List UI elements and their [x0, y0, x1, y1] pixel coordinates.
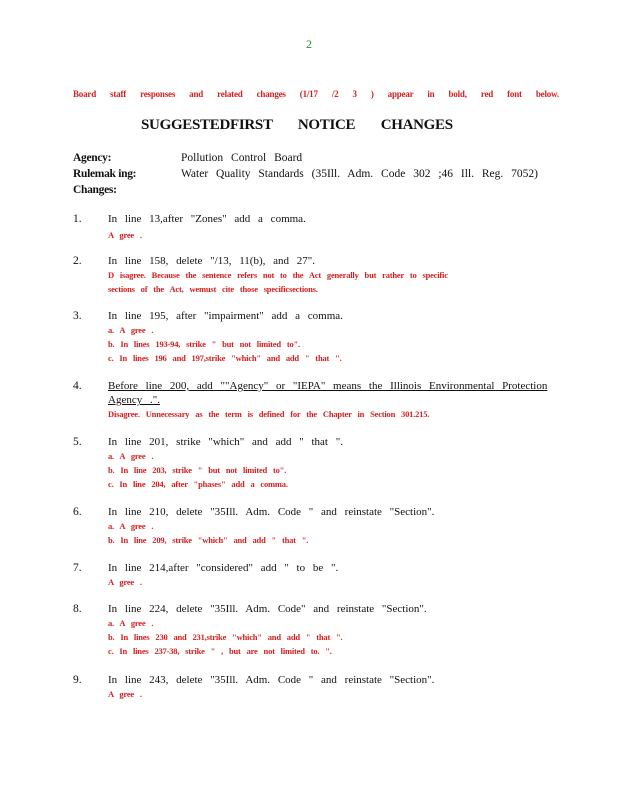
item-response: c. In lines 237-38, strike " , but are not limited to. ".	[108, 646, 332, 656]
item-response: a. A gree .	[108, 451, 154, 461]
item-number: 9.	[73, 674, 82, 686]
item-text: In line 201, strike "which" and add " that ".	[108, 436, 343, 448]
item-response: Disagree. Unnecessary as the term is defined for the Chapter in Section 301.215.	[108, 409, 430, 419]
item-response: b. In lines 193-94, strike " but not limited to".	[108, 339, 300, 349]
item-text: In line 158, delete "/13, 11(b), and 27".	[108, 255, 316, 267]
page-number: 2	[306, 37, 312, 51]
item-text: In line 13,after "Zones" add a comma.	[108, 213, 306, 225]
item-text: In line 195, after "impairment" add a comma.	[108, 310, 343, 322]
item-response: c. In line 204, after "phases" add a comma.	[108, 479, 288, 489]
intro-note: Board staff responses and related changes (1/17 /2 3 ) appear in bold, red font below.	[73, 89, 559, 99]
item-text-continued: Agency .".	[108, 394, 160, 406]
item-response: b. In line 203, strike " but not limited to".	[108, 465, 287, 475]
item-number: 4.	[73, 380, 82, 392]
item-text: In line 210, delete "35Ill. Adm. Code " and reinstate "Section".	[108, 506, 435, 518]
item-response: a. A gree .	[108, 521, 154, 531]
item-response: A gree .	[108, 577, 142, 587]
item-number: 3.	[73, 310, 82, 322]
item-text: In line 243, delete "35Ill. Adm. Code " and reinstate "Section".	[108, 674, 435, 686]
agency-value: Pollution Control Board	[181, 152, 303, 164]
item-text: In line 224, delete "35Ill. Adm. Code" and reinstate "Section".	[108, 603, 427, 615]
changes-label: Changes:	[73, 184, 117, 196]
page-title: SUGGESTEDFIRST NOTICE CHANGES	[141, 117, 453, 133]
item-response: b. In lines 230 and 231,strike "which" and add " that ".	[108, 632, 343, 642]
rulemaking-label: Rulemak ing:	[73, 168, 137, 180]
item-response: a. A gree .	[108, 325, 154, 335]
item-response: A gree .	[108, 230, 142, 240]
item-number: 5.	[73, 436, 82, 448]
item-response: A gree .	[108, 689, 142, 699]
item-number: 6.	[73, 506, 82, 518]
item-number: 7.	[73, 562, 82, 574]
item-number: 2.	[73, 255, 82, 267]
item-response: sections of the Act, wemust cite those specificsections.	[108, 284, 318, 294]
rulemaking-value: Water Quality Standards (35Ill. Adm. Code 302 ;46 Ill. Reg. 7052)	[181, 168, 538, 180]
item-number: 1.	[73, 213, 82, 225]
item-text: Before line 200, add ""Agency" or "IEPA" means the Illinois Environmental Protection	[108, 380, 548, 392]
item-number: 8.	[73, 603, 82, 615]
item-response: a. A gree .	[108, 618, 154, 628]
item-response: D isagree. Because the sentence refers not to the Act generally but rather to specific	[108, 270, 448, 280]
item-response: c. In lines 196 and 197,strike "which" and add " that ".	[108, 353, 342, 363]
agency-label: Agency:	[73, 152, 112, 164]
item-response: b. In line 209, strike "which" and add " that ".	[108, 535, 309, 545]
item-text: In line 214,after "considered" add " to be ".	[108, 562, 339, 574]
